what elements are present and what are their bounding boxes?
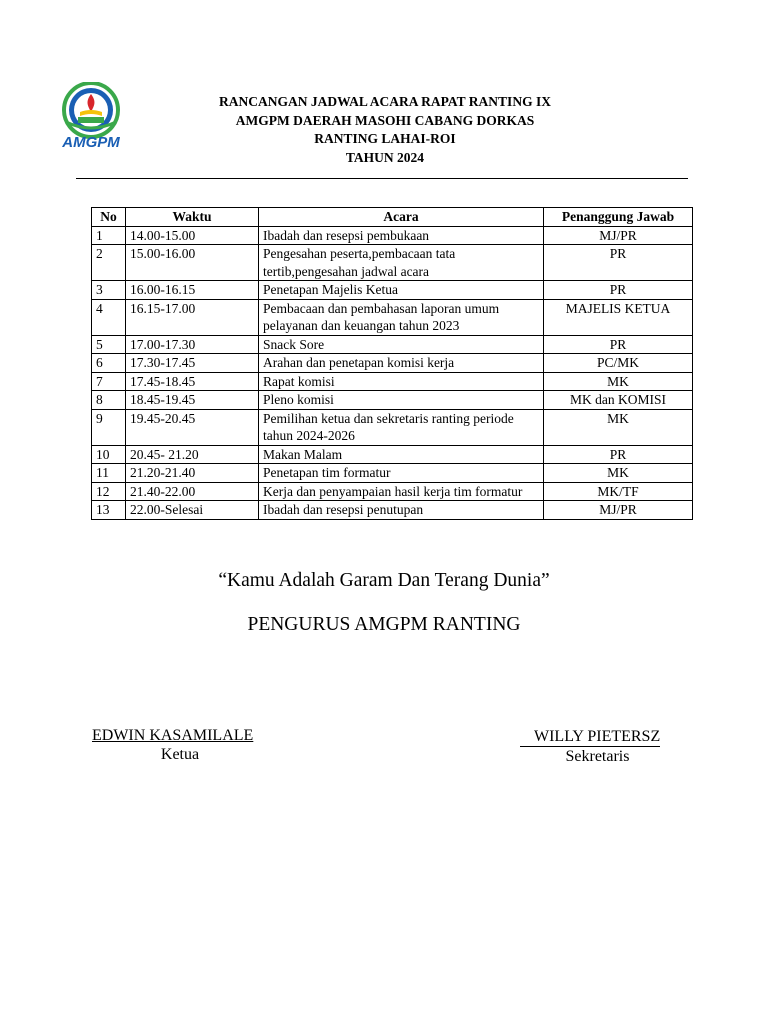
row-penanggung-jawab: MJ/PR [544, 501, 693, 520]
col-header-acara: Acara [259, 208, 544, 227]
row-no: 1 [92, 226, 126, 245]
header-organization: AMGPM DAERAH MASOHI CABANG DORKAS [235, 112, 535, 128]
row-penanggung-jawab: MK [544, 372, 693, 391]
col-header-penanggung-jawab: Penanggung Jawab [544, 208, 693, 227]
col-header-no: No [92, 208, 126, 227]
header-title: RANCANGAN JADWAL ACARA RAPAT RANTING IX [219, 94, 551, 109]
svg-text:AMGPM: AMGPM [62, 134, 120, 151]
table-row [92, 281, 693, 300]
row-waktu: 16.00-16.15 [126, 281, 259, 300]
signature-name: EDWIN KASAMILALE [92, 727, 254, 744]
table-row [92, 501, 693, 520]
row-no: 9 [92, 409, 126, 445]
header-year: TAHUN 2024 [345, 149, 425, 165]
table-row [92, 354, 693, 373]
row-waktu: 18.45-19.45 [126, 391, 259, 410]
row-penanggung-jawab: MK [544, 409, 693, 445]
signature-name: WILLY PIETERSZ [520, 727, 660, 747]
row-waktu: 20.45- 21.20 [126, 445, 259, 464]
row-penanggung-jawab: PR [544, 281, 693, 300]
row-acara: Makan Malam [259, 445, 544, 464]
row-waktu: 17.30-17.45 [126, 354, 259, 373]
row-no: 3 [92, 281, 126, 300]
signature-role: Ketua [160, 746, 200, 763]
row-no: 12 [92, 482, 126, 501]
row-no: 4 [92, 299, 126, 335]
table-row [92, 335, 693, 354]
row-no: 8 [92, 391, 126, 410]
row-acara: Ibadah dan resepsi pembukaan [259, 226, 544, 245]
row-acara: Snack Sore [259, 335, 544, 354]
row-penanggung-jawab: MAJELIS KETUA [544, 299, 693, 335]
signature-sekretaris [520, 727, 675, 766]
row-no: 10 [92, 445, 126, 464]
row-waktu: 19.45-20.45 [126, 409, 259, 445]
table-row [92, 245, 693, 281]
table-row [92, 409, 693, 445]
signature-role: Sekretaris [565, 748, 630, 765]
table-row [92, 299, 693, 335]
motto: “Kamu Adalah Garam Dan Terang Dunia” [218, 570, 550, 591]
schedule-table [91, 207, 693, 520]
table-row [92, 372, 693, 391]
table-row [92, 445, 693, 464]
row-penanggung-jawab: MK dan KOMISI [544, 391, 693, 410]
row-penanggung-jawab: MK [544, 464, 693, 483]
row-waktu: 16.15-17.00 [126, 299, 259, 335]
row-waktu: 21.40-22.00 [126, 482, 259, 501]
row-waktu: 17.45-18.45 [126, 372, 259, 391]
signature-ketua [92, 727, 268, 764]
header-divider [76, 178, 688, 179]
row-penanggung-jawab: PR [544, 335, 693, 354]
row-penanggung-jawab: MK/TF [544, 482, 693, 501]
row-waktu: 14.00-15.00 [126, 226, 259, 245]
document-header [170, 93, 600, 167]
row-no: 5 [92, 335, 126, 354]
table-header-row [92, 208, 693, 227]
row-no: 11 [92, 464, 126, 483]
row-acara: Kerja dan penyampaian hasil kerja tim formatur [259, 482, 544, 501]
row-waktu: 22.00-Selesai [126, 501, 259, 520]
row-acara: Pembacaan dan pembahasan laporan umum pelayanan dan keuangan tahun 2023 [259, 299, 544, 335]
row-acara: Pleno komisi [259, 391, 544, 410]
table-row [92, 482, 693, 501]
row-penanggung-jawab: PR [544, 445, 693, 464]
amgpm-logo [58, 82, 124, 152]
table-row [92, 464, 693, 483]
row-penanggung-jawab: MJ/PR [544, 226, 693, 245]
row-acara: Pemilihan ketua dan sekretaris ranting periode tahun 2024-2026 [259, 409, 544, 445]
row-acara: Penetapan tim formatur [259, 464, 544, 483]
row-acara: Ibadah dan resepsi penutupan [259, 501, 544, 520]
row-acara: Pengesahan peserta,pembacaan tata tertib,pengesahan jadwal acara [259, 245, 544, 281]
row-no: 7 [92, 372, 126, 391]
pengurus-heading: PENGURUS AMGPM RANTING [247, 614, 521, 635]
table-row [92, 226, 693, 245]
row-waktu: 17.00-17.30 [126, 335, 259, 354]
row-acara: Arahan dan penetapan komisi kerja [259, 354, 544, 373]
row-penanggung-jawab: PC/MK [544, 354, 693, 373]
row-no: 6 [92, 354, 126, 373]
row-no: 13 [92, 501, 126, 520]
row-penanggung-jawab: PR [544, 245, 693, 281]
col-header-waktu: Waktu [126, 208, 259, 227]
row-waktu: 21.20-21.40 [126, 464, 259, 483]
table-row [92, 391, 693, 410]
row-acara: Penetapan Majelis Ketua [259, 281, 544, 300]
row-no: 2 [92, 245, 126, 281]
header-branch: RANTING LAHAI-ROI [314, 131, 456, 146]
row-waktu: 15.00-16.00 [126, 245, 259, 281]
row-acara: Rapat komisi [259, 372, 544, 391]
